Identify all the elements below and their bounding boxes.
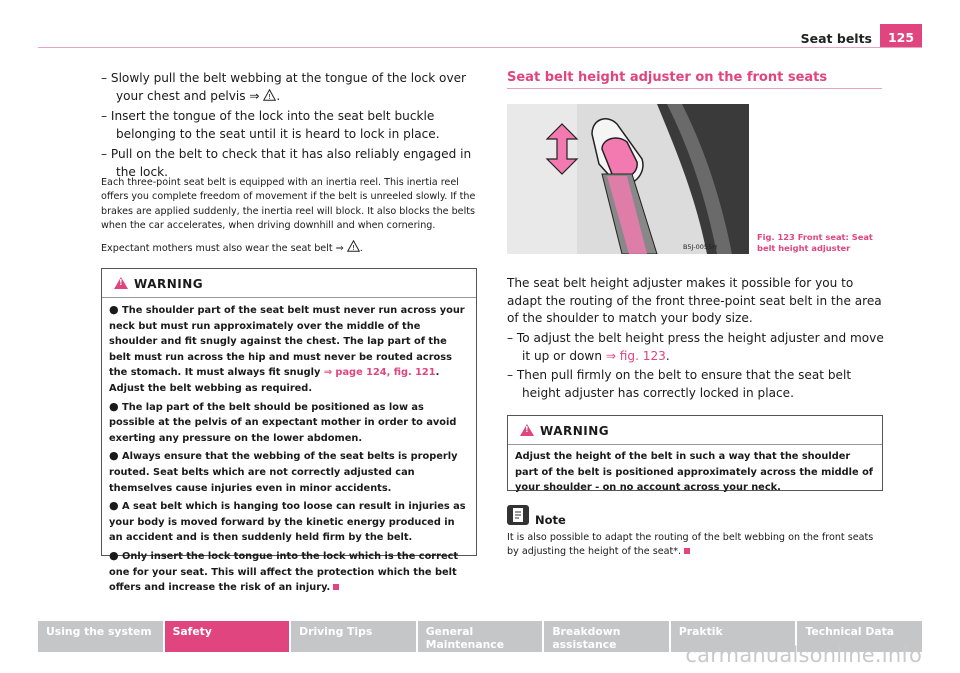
warning-text: Adjust the height of the belt in such a way that the shoulder part of the belt is positioned approximately across the middle of your shoulder - on no account across your neck. — [515, 451, 874, 494]
warning-label: WARNING — [134, 277, 204, 291]
page-link[interactable]: ⇒ page 124, fig. 121 — [323, 367, 436, 379]
figure-seat-belt-adjuster — [507, 104, 749, 254]
inertia-reel-paragraph: Each three-point seat belt is equipped with an inertia reel. This inertia reel offers you complete freedom of movement if the belt is unreeled slowly. If the brakes are applied suddenly, the inertia reel will block. It also blocks the belts when the car accelerates, when driving downhill and when cornering. — [101, 177, 476, 232]
note-text: It is also possible to adapt the routing of the belt webbing on the front seats by adjusting the height of the seat*. — [507, 532, 874, 558]
nav-technical-data[interactable]: Technical Data — [797, 621, 922, 652]
warning-triangle-icon — [347, 240, 360, 252]
svg-text:!: ! — [268, 92, 272, 101]
step-pull-belt: – Slowly pull the belt webbing at the tongue of the lock over your chest and pelvis ⇒ ! . — [101, 71, 467, 103]
warning-item: ● The lap part of the belt should be positioned as low as possible at the pelvis of an expectant mother in order to avoid exerting any pressure on the lower abdomen. — [109, 399, 457, 444]
note-title: Note — [535, 513, 566, 527]
warning-item: ● A seat belt which is hanging too loose can result in injuries as your body is moved forward by the kinetic energy produced in an accident and is then suddenly held firm by the belt. — [109, 499, 466, 544]
nav-breakdown-assistance[interactable]: Breakdown assistance — [544, 621, 669, 652]
nav-using-the-system[interactable]: Using the system — [38, 621, 163, 652]
nav-general-maintenance[interactable]: General Maintenance — [418, 621, 543, 652]
warning-item: ● Always ensure that the webbing of the seat belts is properly routed. Seat belts which are not correctly adjusted can themselves cause injuries even in minor accidents. — [109, 449, 458, 494]
warning-item: ● Only insert the lock tongue into the lock which is the correct one for your seat. This will affect the protection which the belt offers and increase the risk of an injury. — [109, 548, 459, 594]
step-insert-tongue: – Insert the tongue of the lock into the seat belt buckle belonging to the seat until it is heard to lock in place. — [101, 109, 440, 141]
figure-code: B5J-0055H — [682, 243, 717, 251]
warning-header — [102, 269, 476, 298]
section-title: Seat belt height adjuster on the front seats — [507, 70, 828, 85]
warning-header — [508, 416, 882, 445]
warning-box-seat-belt — [101, 268, 477, 594]
expectant-mothers-paragraph: Expectant mothers must also wear the seat belt ⇒ ! . — [101, 240, 477, 256]
seat-belt-illustration — [507, 104, 749, 254]
header-rule — [38, 47, 922, 48]
note-icon — [507, 505, 529, 525]
step-check-lock: – Pull on the belt to check that it has also reliably engaged in the lock. — [101, 147, 472, 179]
adjuster-intro: The seat belt height adjuster makes it possible for you to adapt the routing of the front three-point seat belt in the area of the shoulder to match your body size. — [507, 276, 882, 325]
warning-icon — [520, 424, 534, 436]
nav-safety[interactable]: Safety — [165, 621, 290, 652]
page-number: 125 — [880, 24, 922, 48]
figure-link[interactable]: ⇒ fig. 123 — [605, 348, 666, 363]
step-adjust-height: – To adjust the belt height press the height adjuster and move it up or down ⇒ fig. 123. — [507, 331, 884, 363]
end-marker — [333, 584, 339, 590]
warning-label: WARNING — [540, 424, 610, 438]
end-marker — [684, 548, 690, 554]
section-rule — [507, 88, 882, 89]
figure-caption: Fig. 123 Front seat: Seat belt height adjuster — [757, 232, 873, 253]
warning-item: ● The shoulder part of the seat belt must never run across your neck but must run approximately over the middle of the shoulder and fit snugly against the chest. The lap part of the belt must run across the hip and must never be routed across the stomach. It must always fit snugly ⇒ page 124, fig. 121. Adjust the belt webbing as required. — [109, 303, 465, 394]
page-section-title: Seat belts — [800, 31, 872, 46]
watermark: carmanualsonline.info — [685, 643, 922, 667]
nav-praktik[interactable]: Praktik — [671, 621, 796, 652]
nav-driving-tips[interactable]: Driving Tips — [291, 621, 416, 652]
warning-box-height-adjuster — [507, 415, 883, 494]
warning-icon — [114, 277, 128, 289]
svg-text:!: ! — [352, 244, 355, 252]
step-check-adjuster: – Then pull firmly on the belt to ensure that the seat belt height adjuster has correctly locked in place. — [507, 368, 852, 400]
warning-triangle-icon — [263, 89, 276, 101]
